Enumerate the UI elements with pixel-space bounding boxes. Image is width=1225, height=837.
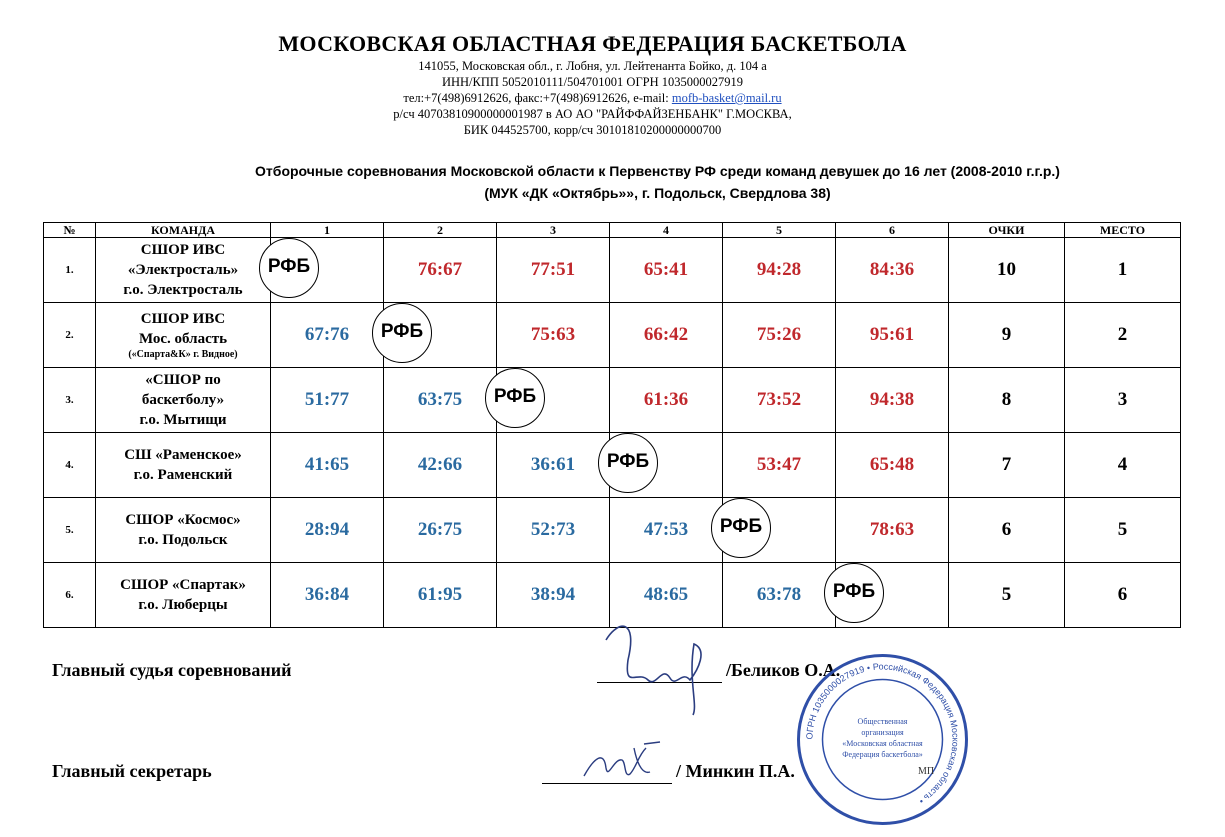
column-header: 4 (610, 223, 723, 238)
match-score: 94:38 (836, 368, 949, 433)
match-score: 42:66 (384, 433, 497, 498)
match-score: 65:41 (610, 238, 723, 303)
judge-label: Главный судья соревнований (52, 660, 292, 680)
match-score: 73:52 (723, 368, 836, 433)
org-contacts (0, 90, 1225, 106)
row-number: 4. (44, 433, 96, 498)
row-number: 5. (44, 498, 96, 563)
team-name (96, 563, 271, 628)
match-score: 95:61 (836, 303, 949, 368)
competition-title (0, 160, 1225, 204)
row-number: 2. (44, 303, 96, 368)
team-name-line: г.о. Подольск (138, 532, 228, 548)
match-score: 26:75 (384, 498, 497, 563)
column-header: ОЧКИ (949, 223, 1065, 238)
judge-name: /Беликов О.А. (726, 660, 841, 680)
table-row (44, 303, 1181, 368)
match-score: 67:76 (271, 303, 384, 368)
org-inn: ИНН/КПП 5052010111/504701001 ОГРН 1035000027919 (441, 75, 744, 89)
team-name-line: «Электросталь» (127, 262, 239, 278)
points-cell: 7 (949, 433, 1065, 498)
self-match-cell (493, 368, 610, 433)
match-score: 84:36 (836, 238, 949, 303)
team-name-line: г.о. Раменский (133, 467, 233, 483)
place-cell: 3 (1065, 368, 1181, 433)
points-cell: 10 (949, 238, 1065, 303)
secretary-name: / Минкин П.А. (676, 761, 795, 781)
stamp-mark: МП (918, 766, 935, 777)
match-score: 63:75 (384, 368, 497, 433)
self-match-cell (267, 238, 384, 303)
table-row (44, 238, 1181, 303)
svg-text:организация: организация (861, 728, 904, 737)
match-score: 38:94 (497, 563, 610, 628)
column-header: 1 (271, 223, 384, 238)
match-score: 65:48 (836, 433, 949, 498)
match-score: 63:78 (723, 563, 836, 628)
team-name-line: СШОР ИВС (140, 242, 226, 258)
competition-line-2: (МУК «ДК «Октябрь»», г. Подольск, Свердлова 38) (484, 185, 831, 201)
column-header: КОМАНДА (96, 223, 271, 238)
secretary-signature (580, 738, 670, 786)
secretary-label: Главный секретарь (52, 761, 212, 781)
team-name-line: г.о. Электросталь (123, 282, 243, 298)
rfb-seal: РФБ (485, 368, 545, 428)
team-name (96, 368, 271, 433)
place-cell: 5 (1065, 498, 1181, 563)
results-table (43, 222, 1181, 628)
team-name (96, 238, 271, 303)
self-match-cell (832, 563, 949, 628)
rfb-seal: РФБ (372, 303, 432, 363)
team-name (96, 303, 271, 368)
rfb-seal: РФБ (711, 498, 771, 558)
letterhead (0, 30, 1225, 138)
svg-text:«Московская областная: «Московская областная (842, 739, 923, 748)
place-cell: 1 (1065, 238, 1181, 303)
match-score: 76:67 (384, 238, 497, 303)
org-title: МОСКОВСКАЯ ОБЛАСТНАЯ ФЕДЕРАЦИЯ БАСКЕТБОЛА (278, 31, 907, 56)
team-name-line: г.о. Люберцы (138, 597, 228, 613)
match-score: 61:36 (610, 368, 723, 433)
match-score: 53:47 (723, 433, 836, 498)
match-score: 41:65 (271, 433, 384, 498)
self-match-cell (380, 303, 497, 368)
row-number: 3. (44, 368, 96, 433)
judge-signature (598, 610, 718, 720)
team-name (96, 433, 271, 498)
row-number: 1. (44, 238, 96, 303)
match-score: 78:63 (836, 498, 949, 563)
self-match-cell (606, 433, 723, 498)
rfb-seal: РФБ (824, 563, 884, 623)
column-header: 6 (836, 223, 949, 238)
match-score: 51:77 (271, 368, 384, 433)
column-header: МЕСТО (1065, 223, 1181, 238)
table-row (44, 368, 1181, 433)
place-cell: 2 (1065, 303, 1181, 368)
match-score: 36:84 (271, 563, 384, 628)
team-name-line: СШОР «Спартак» (120, 577, 246, 593)
match-score: 47:53 (610, 498, 723, 563)
svg-text:ОГРН 1035000027919 • Российска: ОГРН 1035000027919 • Российская Федерация Московская область • (804, 661, 961, 807)
rfb-seal: РФБ (598, 433, 658, 493)
org-bik: БИК 044525700, корр/сч 30101810200000000700 (463, 123, 722, 137)
svg-text:Общественная: Общественная (857, 717, 908, 726)
table-header-row (44, 223, 1181, 238)
match-score: 77:51 (497, 238, 610, 303)
match-score: 48:65 (610, 563, 723, 628)
team-name-line: СШОР ИВС (140, 311, 226, 327)
team-name-line: СШ «Раменское» (124, 447, 242, 463)
team-name-line: Мос. область (138, 331, 228, 347)
match-score: 75:26 (723, 303, 836, 368)
svg-text:Федерация баскетбола»: Федерация баскетбола» (842, 750, 923, 759)
place-cell: 4 (1065, 433, 1181, 498)
email-link[interactable]: mofb-basket@mail.ru (671, 91, 782, 105)
table-body (44, 238, 1181, 628)
match-score: 75:63 (497, 303, 610, 368)
match-score: 52:73 (497, 498, 610, 563)
match-score: 94:28 (723, 238, 836, 303)
team-name (96, 498, 271, 563)
competition-line-1: Отборочные соревнования Московской области к Первенству РФ среди команд девушек до 16 лет (2008-2010 г.г.р.) (255, 163, 1060, 179)
match-score: 36:61 (497, 433, 610, 498)
org-account: р/сч 40703810900000001987 в АО АО "РАЙФФАЙЗЕНБАНК" Г.МОСКВА, (393, 107, 792, 121)
points-cell: 5 (949, 563, 1065, 628)
points-cell: 9 (949, 303, 1065, 368)
table-row (44, 498, 1181, 563)
match-score: 66:42 (610, 303, 723, 368)
match-score: 28:94 (271, 498, 384, 563)
column-header: 5 (723, 223, 836, 238)
rfb-seal: РФБ (259, 238, 319, 298)
team-name-line: баскетболу» (141, 392, 225, 408)
row-number: 6. (44, 563, 96, 628)
org-address: 141055, Московская обл., г. Лобня, ул. Лейтенанта Бойко, д. 104 а (418, 59, 767, 73)
points-cell: 6 (949, 498, 1065, 563)
points-cell: 8 (949, 368, 1065, 433)
org-phone: тел:+7(498)6912626, факс:+7(498)6912626, e-mail: (403, 91, 672, 105)
column-header: 2 (384, 223, 497, 238)
team-name-line: «СШОР по (145, 372, 221, 388)
match-score: 61:95 (384, 563, 497, 628)
team-name-line: СШОР «Космос» (125, 512, 241, 528)
seal-stamp (795, 652, 970, 827)
place-cell: 6 (1065, 563, 1181, 628)
column-header: № (44, 223, 96, 238)
self-match-cell (719, 498, 836, 563)
column-header: 3 (497, 223, 610, 238)
table-row (44, 433, 1181, 498)
team-subname: («Спарта&К» г. Видное) (128, 349, 238, 360)
team-name-line: г.о. Мытищи (139, 412, 227, 428)
